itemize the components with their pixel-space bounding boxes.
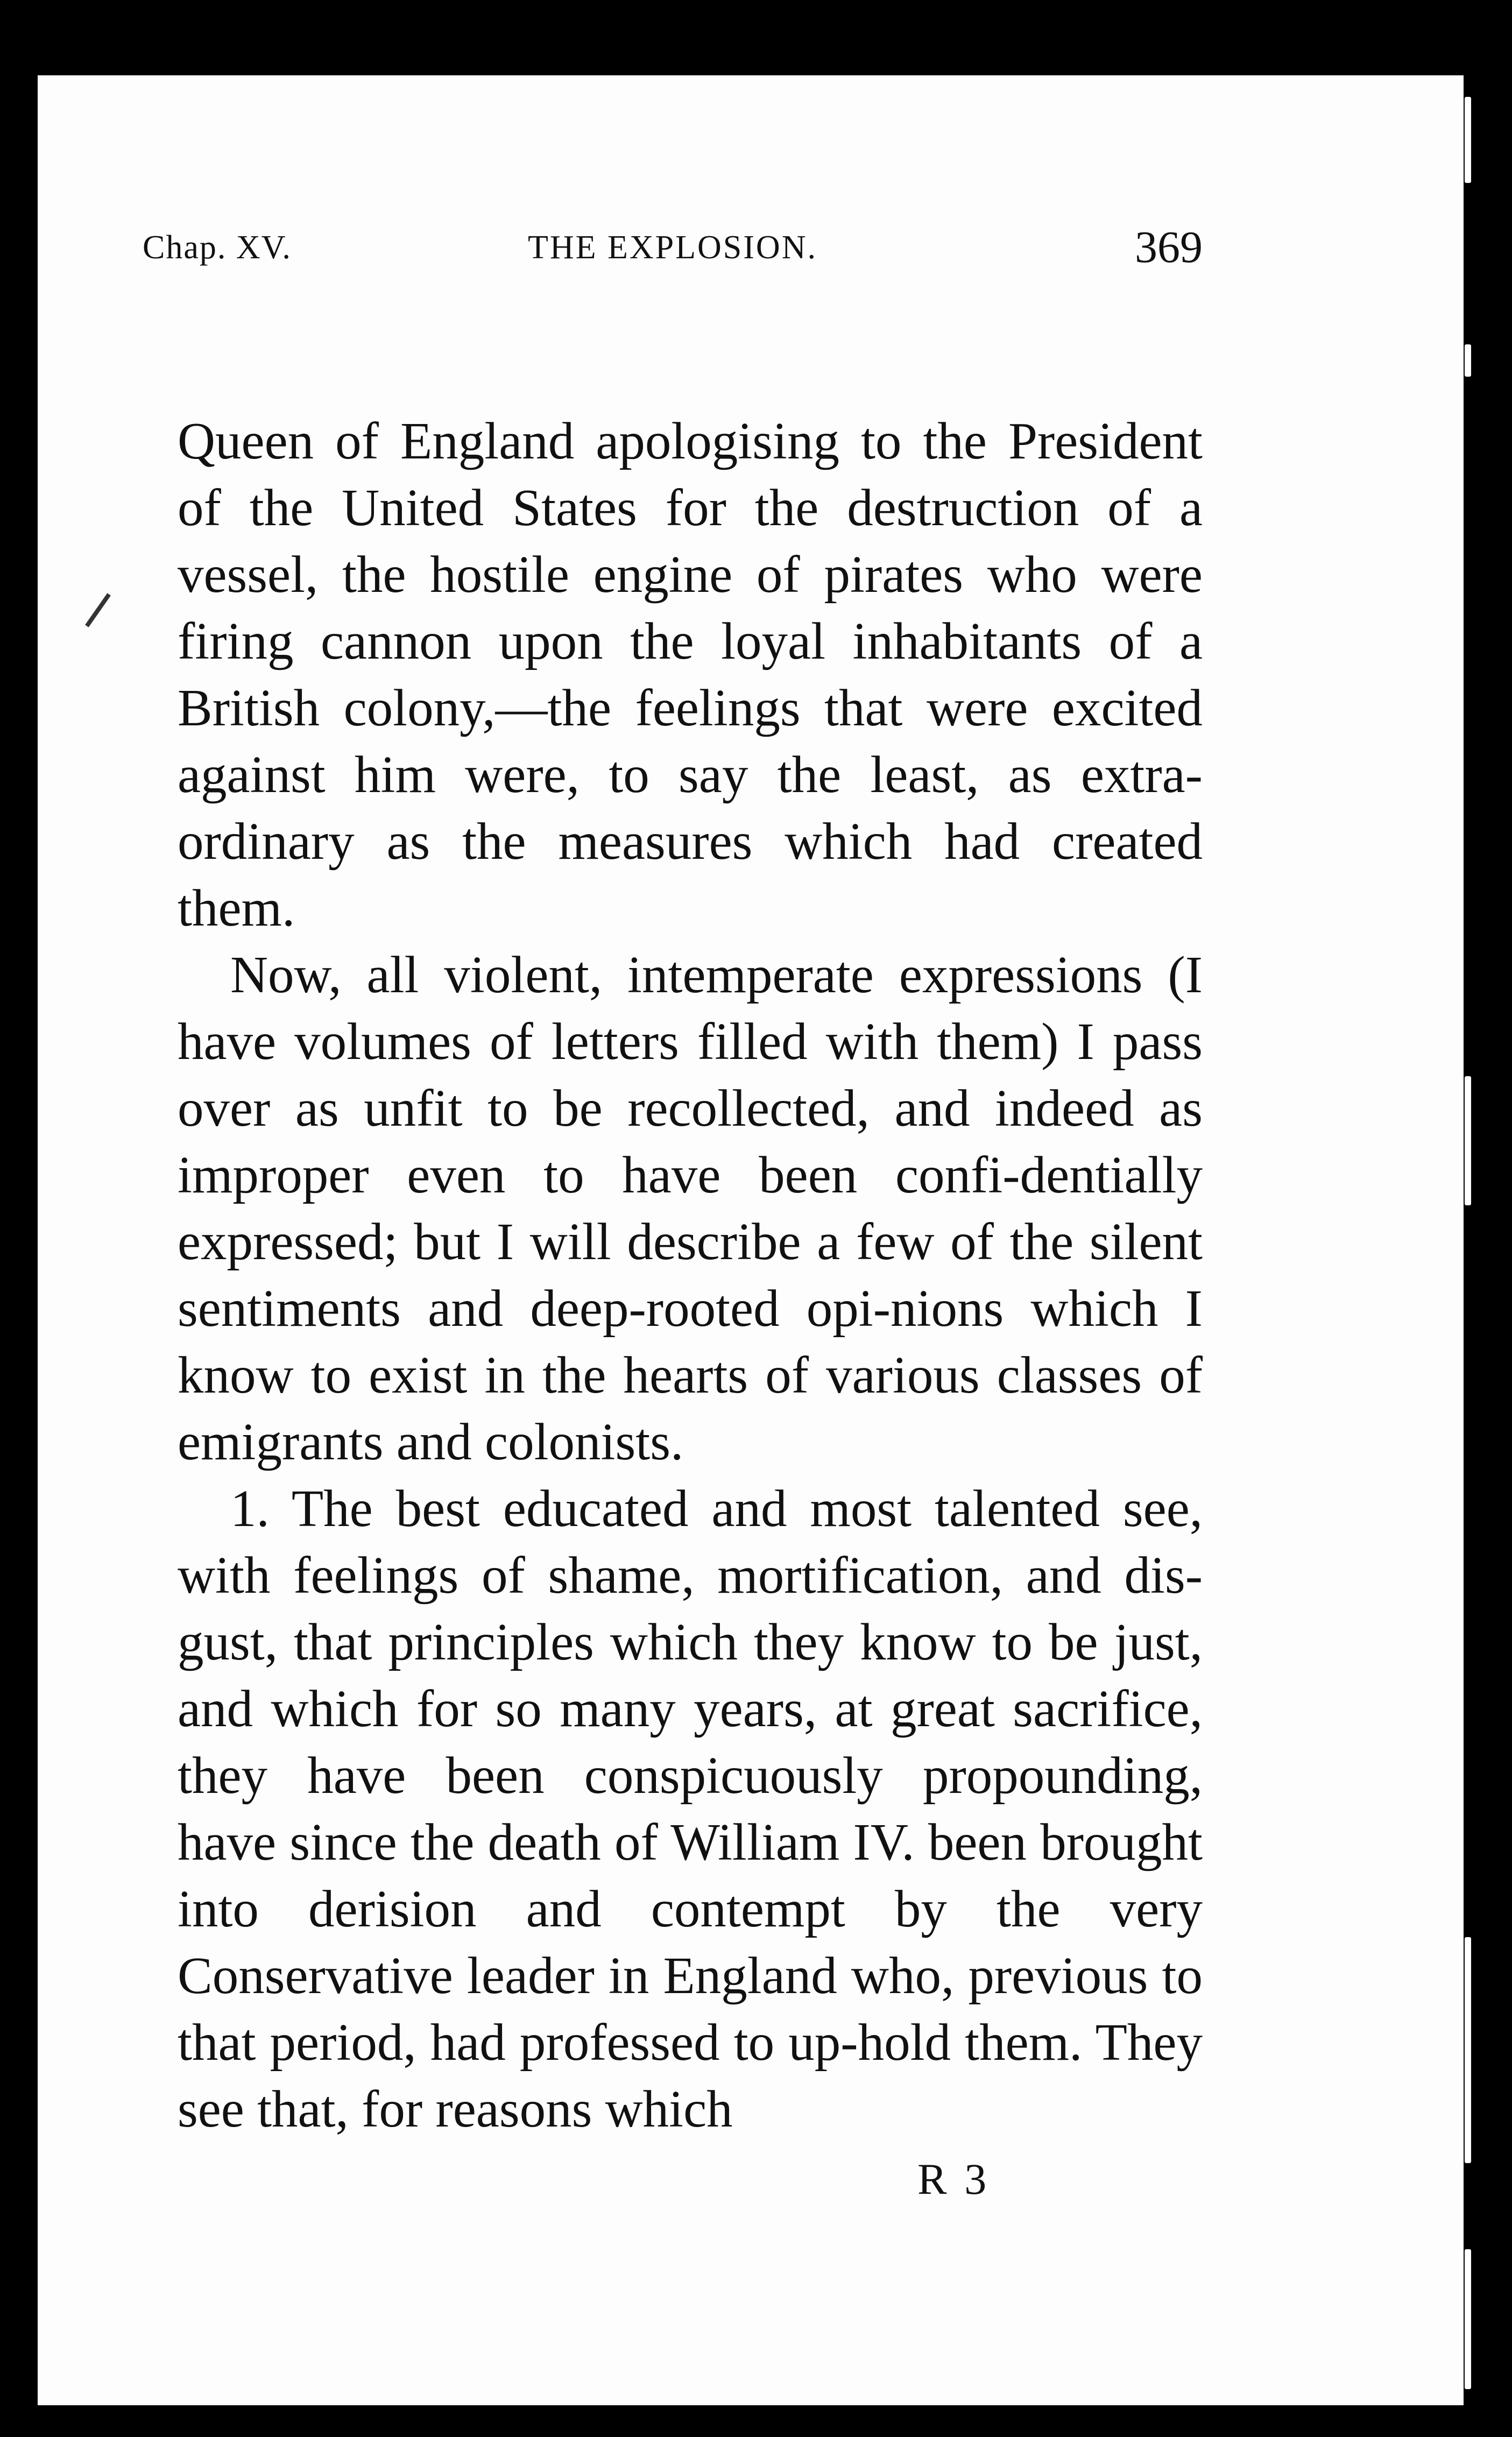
- edge-speckle: [1465, 1076, 1471, 1205]
- paragraph-numbered: 1. The best educated and most talented see, with feelings of shame, mortification, and dis-gust, that principles which they know to be just, and which for so many years, at great sacrifice, they have been conspicuously propounding, have since the death of William IV. been brought into derision and contempt by the very Conservative leader in England who, previous to that period, had professed to up-hold them. They see that, for reasons which: [178, 1480, 1203, 2138]
- edge-speckle: [1465, 1937, 1471, 2163]
- body-text: [178, 408, 1203, 2143]
- signature-mark: R 3: [917, 2155, 990, 2203]
- page-number: 369: [1135, 222, 1203, 272]
- chapter-label: Chap. XV.: [143, 229, 292, 266]
- paragraph: Now, all violent, intemperate expressions (I have volumes of letters filled with them) I pass over as unfit to be recollected, and indeed as improper even to have been confi-dentially expressed; but I will describe a few of the silent sentiments and deep-rooted opi-nions which I know to exist in the hearts of various classes of emigrants and colonists.: [178, 946, 1203, 1471]
- edge-speckle: [1465, 344, 1471, 377]
- edge-speckle: [1465, 2249, 1471, 2389]
- scan-border-left: [0, 75, 38, 2405]
- scan-border-bottom: [0, 2405, 1512, 2437]
- running-head: [143, 178, 1203, 317]
- paragraph-continued: Queen of England apologising to the President of the United States for the destruction of a vessel, the hostile engine of pirates who were firing cannon upon the loyal inhabitants of a British colony,—the feelings that were excited against him were, to say the least, as extra-ordinary as the measures which had created them.: [178, 412, 1203, 937]
- chapter-title: THE EXPLOSION.: [528, 229, 817, 266]
- edge-speckle: [1465, 97, 1471, 183]
- scan-border-top: [0, 0, 1512, 75]
